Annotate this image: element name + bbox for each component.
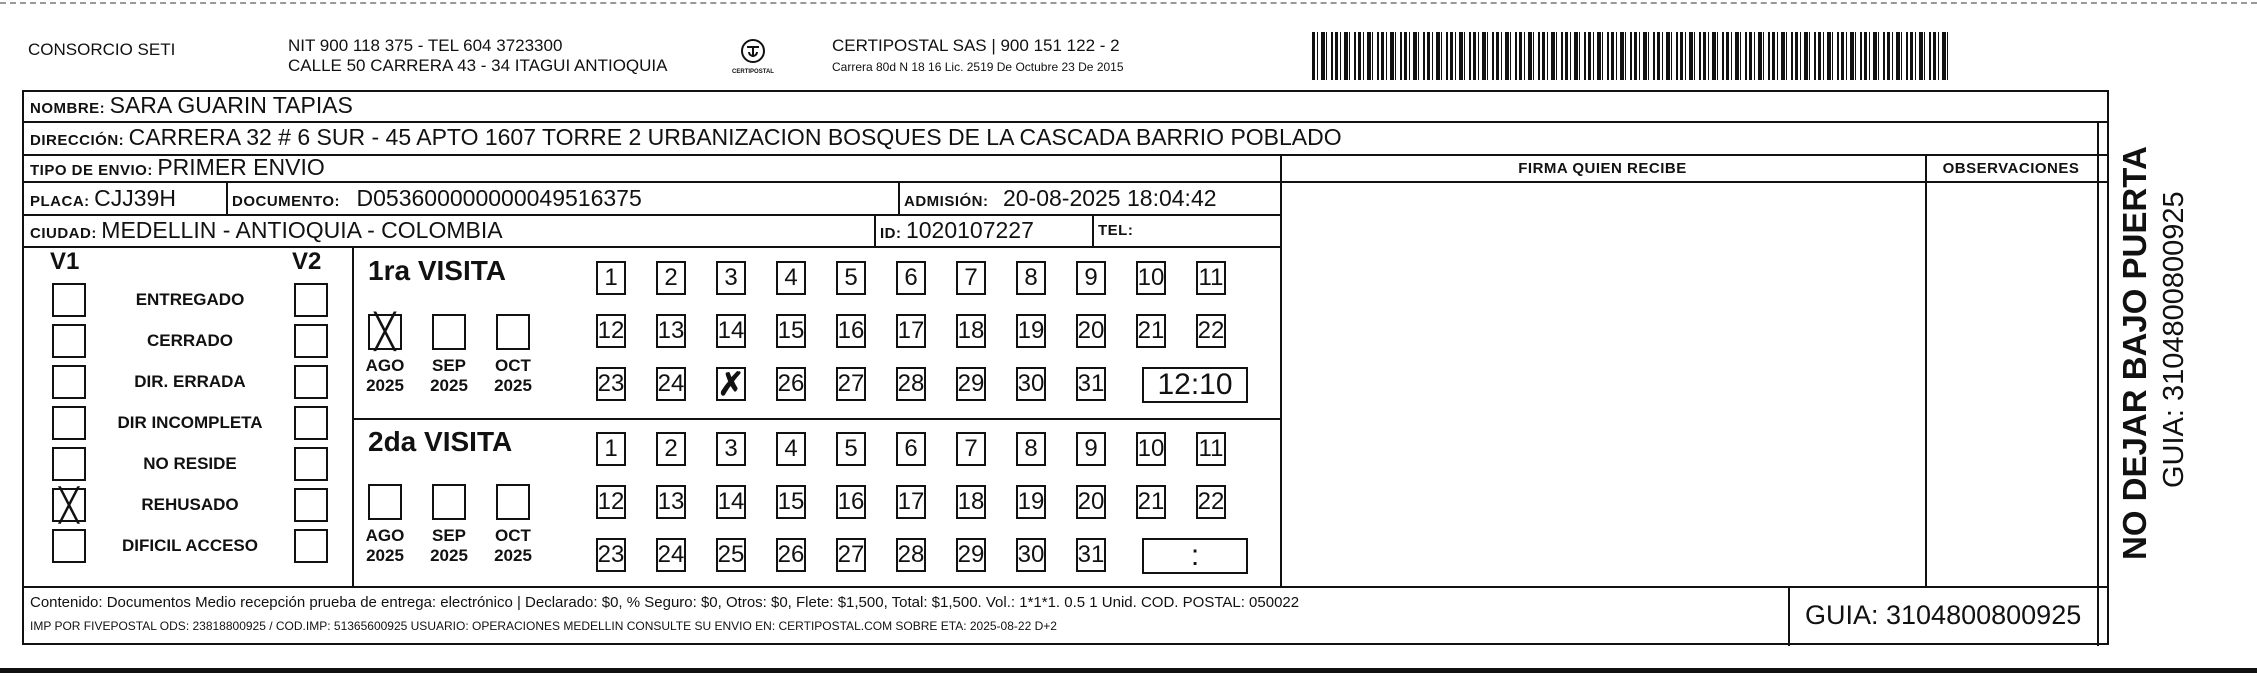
footer-line-1: Contenido: Documentos Medio recepción prueba de entrega: electrónico | Declarado: $0, % Seguro: $0, Otros: $0, Flete: $1,500, Total: $1,500. Vol.: 1*1*1. 0.5 1 Unid. COD. POSTAL: 050022 <box>30 594 1300 611</box>
time-box[interactable]: : <box>1142 538 1248 574</box>
day-box[interactable]: 27 <box>836 367 866 401</box>
row-line <box>22 586 2109 588</box>
first-visit-title: 1ra VISITA <box>368 255 506 286</box>
day-box[interactable]: 10 <box>1136 432 1166 466</box>
bottom-edge <box>0 668 2257 673</box>
v1-checkbox[interactable] <box>52 529 86 563</box>
v2-checkbox[interactable] <box>294 365 328 399</box>
day-box[interactable]: 22 <box>1196 485 1226 519</box>
reason-label: NO RESIDE <box>143 454 237 473</box>
v2-checkbox[interactable] <box>294 406 328 440</box>
documento-row <box>232 185 642 212</box>
col-line <box>226 181 228 214</box>
v2-checkbox[interactable] <box>294 529 328 563</box>
admision-label: ADMISIÓN: <box>904 193 989 210</box>
day-box[interactable]: 10 <box>1136 261 1166 295</box>
tel-label: TEL: <box>1098 222 1134 239</box>
day-box[interactable]: 28 <box>896 538 926 572</box>
day-box[interactable]: 19 <box>1016 314 1046 348</box>
day-box[interactable]: 12 <box>596 314 626 348</box>
v2-label: V2 <box>292 248 322 275</box>
reason-label: CERRADO <box>147 331 233 350</box>
placa-row <box>30 185 176 212</box>
day-box[interactable]: 2 <box>656 261 686 295</box>
day-box[interactable]: 8 <box>1016 261 1046 295</box>
v2-checkbox[interactable] <box>294 283 328 317</box>
nombre-value: SARA GUARIN TAPIAS <box>109 92 353 118</box>
day-box[interactable]: 4 <box>776 432 806 466</box>
year-label: 2025 <box>366 546 404 565</box>
day-box[interactable]: 7 <box>956 261 986 295</box>
direccion-label: DIRECCIÓN: <box>30 132 125 149</box>
day-box[interactable]: 17 <box>896 485 926 519</box>
day-box[interactable]: 31 <box>1076 538 1106 572</box>
year-label: 2025 <box>430 376 468 395</box>
day-box[interactable]: 24 <box>656 367 686 401</box>
cert-line-1: CERTIPOSTAL SAS | 900 151 122 - 2 <box>832 36 1120 55</box>
day-box[interactable]: 28 <box>896 367 926 401</box>
day-box[interactable]: 22 <box>1196 314 1226 348</box>
col-line <box>1092 214 1094 246</box>
day-box[interactable]: 17 <box>896 314 926 348</box>
month-label: OCT <box>495 526 531 545</box>
row-line <box>22 154 2109 156</box>
day-box[interactable]: 31 <box>1076 367 1106 401</box>
certipostal-logo <box>728 38 778 84</box>
day-box[interactable]: 3 <box>716 261 746 295</box>
footer-guia: GUIA: 3104800800925 <box>1805 600 2082 630</box>
day-box[interactable]: 3 <box>716 432 746 466</box>
day-box[interactable]: 4 <box>776 261 806 295</box>
month-checkbox[interactable] <box>496 484 530 520</box>
day-box[interactable]: 15 <box>776 485 806 519</box>
day-box[interactable]: 13 <box>656 314 686 348</box>
month-checkbox[interactable] <box>368 484 402 520</box>
day-box[interactable]: 11 <box>1196 261 1226 295</box>
visit-divider <box>352 418 1280 420</box>
day-box[interactable]: 12 <box>596 485 626 519</box>
day-box[interactable]: 25 <box>716 538 746 572</box>
second-visit-title: 2da VISITA <box>368 426 513 457</box>
reason-label: DIFICIL ACCESO <box>121 536 258 555</box>
v1-checkbox[interactable] <box>52 406 86 440</box>
day-box[interactable]: 26 <box>776 367 806 401</box>
nombre-row <box>30 92 353 119</box>
reason-label: DIR INCOMPLETA <box>117 413 263 432</box>
day-box[interactable]: 11 <box>1196 432 1226 466</box>
day-box[interactable]: 1 <box>596 432 626 466</box>
day-box[interactable]: 5 <box>836 432 866 466</box>
day-box[interactable]: 21 <box>1136 485 1166 519</box>
col-line <box>898 181 900 214</box>
day-box[interactable]: 2 <box>656 432 686 466</box>
month-label: AGO <box>365 526 405 545</box>
day-box[interactable]: 26 <box>776 538 806 572</box>
tipo-label: TIPO DE ENVIO: <box>30 162 153 179</box>
year-label: 2025 <box>430 546 468 565</box>
day-box[interactable]: 24 <box>656 538 686 572</box>
day-box[interactable]: 15 <box>776 314 806 348</box>
year-label: 2025 <box>366 376 404 395</box>
id-label: ID: <box>880 225 902 242</box>
col-line <box>1280 154 1282 586</box>
footer-line-2: IMP POR FIVEPOSTAL ODS: 23818800925 / COD.IMP: 51365600925 USUARIO: OPERACIONES MEDELLIN CONSULTE SU ENVIO EN: CERTIPOSTAL.COM SOBRE ETA: 2025-08-22 D+2 <box>30 619 1057 633</box>
logo-icon <box>738 38 768 64</box>
month-label: OCT <box>495 356 531 375</box>
month-label: SEP <box>431 356 467 375</box>
day-box[interactable]: 14 <box>716 314 746 348</box>
day-box[interactable]: 13 <box>656 485 686 519</box>
tipo-value: PRIMER ENVIO <box>157 154 325 180</box>
day-box[interactable]: 8 <box>1016 432 1046 466</box>
top-edge <box>0 2 2257 4</box>
barcode <box>1312 32 1950 80</box>
reason-label: REHUSADO <box>141 495 239 514</box>
day-box[interactable]: 21 <box>1136 314 1166 348</box>
month-label: AGO <box>365 356 405 375</box>
day-box[interactable]: ✗ <box>717 366 745 402</box>
placa-value: CJJ39H <box>94 185 176 211</box>
v1-label: V1 <box>50 248 80 275</box>
day-box[interactable]: 16 <box>836 485 866 519</box>
ciudad-row <box>30 217 503 244</box>
v1-checkbox[interactable] <box>52 447 86 481</box>
reason-label: ENTREGADO <box>135 290 245 309</box>
month-label: SEP <box>431 526 467 545</box>
day-box[interactable]: 20 <box>1076 314 1106 348</box>
v2-checkbox[interactable] <box>294 324 328 358</box>
tipo-row <box>30 154 325 181</box>
admision-row <box>904 185 1217 212</box>
id-row <box>880 217 1034 244</box>
day-box[interactable]: 9 <box>1076 432 1106 466</box>
row-line <box>22 121 2109 123</box>
month-checkbox[interactable] <box>496 314 530 350</box>
nit-line: NIT 900 118 375 - TEL 604 3723300 <box>288 36 563 55</box>
month-checkbox[interactable]: ╳ <box>368 314 402 350</box>
side-guia: GUIA: 3104800800925 <box>2158 191 2190 488</box>
documento-value: D053600000000049516375 <box>356 185 642 211</box>
side-warning: NO DEJAR BAJO PUERTA <box>2116 146 2153 560</box>
day-box[interactable]: 7 <box>956 432 986 466</box>
col-line <box>352 246 354 586</box>
firma-label: FIRMA QUIEN RECIBE <box>1518 160 1687 177</box>
id-value: 1020107227 <box>905 217 1034 243</box>
day-box[interactable]: 23 <box>596 538 626 572</box>
day-box[interactable]: 1 <box>596 261 626 295</box>
admision-value: 20-08-2025 18:04:42 <box>1002 185 1217 211</box>
reason-label: DIR. ERRADA <box>134 372 246 391</box>
day-box[interactable]: 18 <box>956 314 986 348</box>
day-box[interactable]: 16 <box>836 314 866 348</box>
company-name: CONSORCIO SETI <box>28 40 176 59</box>
v1-checkbox[interactable] <box>52 324 86 358</box>
day-box[interactable]: 20 <box>1076 485 1106 519</box>
v1-checkbox[interactable]: ╳ <box>52 488 86 522</box>
col-line <box>1788 586 1790 646</box>
col-line <box>2097 121 2099 646</box>
direccion-row <box>30 124 1342 151</box>
day-box[interactable]: 6 <box>896 432 926 466</box>
nombre-label: NOMBRE: <box>30 100 106 117</box>
v2-checkbox[interactable] <box>294 447 328 481</box>
day-box[interactable]: 27 <box>836 538 866 572</box>
day-box[interactable]: 29 <box>956 367 986 401</box>
ciudad-value: MEDELLIN - ANTIOQUIA - COLOMBIA <box>101 217 503 243</box>
day-box[interactable]: 30 <box>1016 538 1046 572</box>
day-box[interactable]: 6 <box>896 261 926 295</box>
logo-text: CERTIPOSTAL <box>732 69 774 75</box>
time-box[interactable]: 12:10 <box>1142 367 1248 403</box>
day-box[interactable]: 19 <box>1016 485 1046 519</box>
observaciones-label: OBSERVACIONES <box>1942 160 2080 177</box>
v2-checkbox[interactable] <box>294 488 328 522</box>
ciudad-label: CIUDAD: <box>30 225 97 242</box>
col-line <box>874 214 876 246</box>
documento-label: DOCUMENTO: <box>232 193 341 210</box>
day-box[interactable]: 9 <box>1076 261 1106 295</box>
direccion-value: CARRERA 32 # 6 SUR - 45 APTO 1607 TORRE 2 URBANIZACION BOSQUES DE LA CASCADA BARRIO POBLADO <box>128 124 1342 150</box>
placa-label: PLACA: <box>30 193 90 210</box>
month-checkbox[interactable] <box>432 484 466 520</box>
row-line <box>22 181 2109 183</box>
day-box[interactable]: 14 <box>716 485 746 519</box>
v1-checkbox[interactable] <box>52 365 86 399</box>
cert-line-2: Carrera 80d N 18 16 Lic. 2519 De Octubre 23 De 2015 <box>832 60 1124 74</box>
day-box[interactable]: 5 <box>836 261 866 295</box>
address-line: CALLE 50 CARRERA 43 - 34 ITAGUI ANTIOQUIA <box>288 56 668 75</box>
day-box[interactable]: 18 <box>956 485 986 519</box>
year-label: 2025 <box>494 546 532 565</box>
v1-checkbox[interactable] <box>52 283 86 317</box>
col-line <box>1925 154 1927 586</box>
day-box[interactable]: 23 <box>596 367 626 401</box>
day-box[interactable]: 29 <box>956 538 986 572</box>
row-line <box>22 246 1280 248</box>
year-label: 2025 <box>494 376 532 395</box>
day-box[interactable]: 30 <box>1016 367 1046 401</box>
month-checkbox[interactable] <box>432 314 466 350</box>
